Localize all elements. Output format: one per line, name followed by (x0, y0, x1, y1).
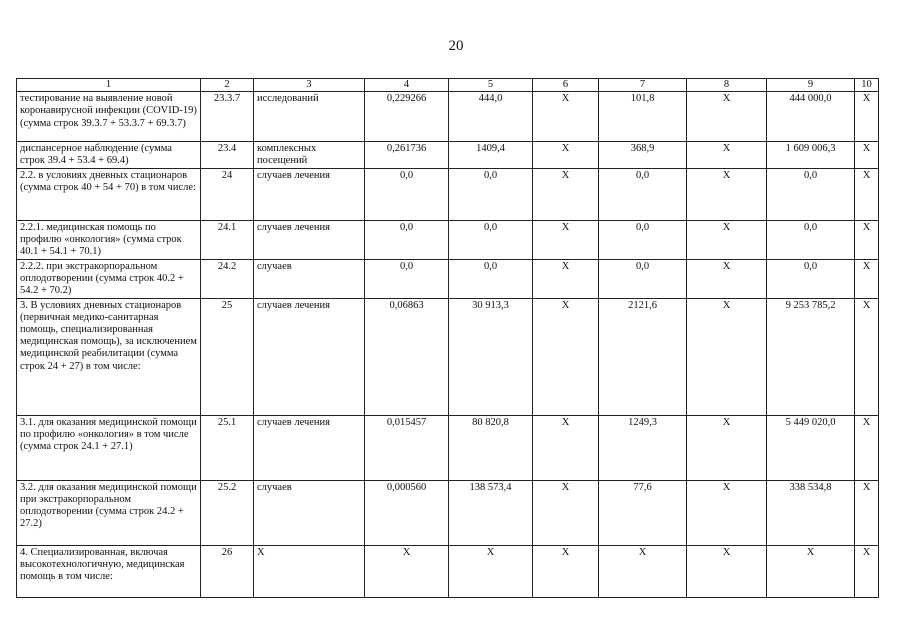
row-col7-cell: 2121,6 (599, 298, 687, 415)
row-unit-cell: исследований (254, 92, 365, 142)
header-cell: 5 (449, 79, 533, 92)
row-col9-cell: 9 253 785,2 (767, 298, 855, 415)
row-col9-cell: 0,0 (767, 259, 855, 298)
row-col7-cell: 0,0 (599, 168, 687, 220)
row-col6-cell: X (533, 142, 599, 168)
row-col9-cell: 5 449 020,0 (767, 415, 855, 480)
row-col4-cell: X (365, 545, 449, 597)
row-col10-cell: X (855, 259, 879, 298)
header-cell: 10 (855, 79, 879, 92)
row-unit-cell: случаев лечения (254, 298, 365, 415)
row-code-cell: 24.1 (201, 220, 254, 259)
row-col8-cell: X (687, 415, 767, 480)
row-col9-cell: 1 609 006,3 (767, 142, 855, 168)
header-cell: 1 (17, 79, 201, 92)
header-cell: 2 (201, 79, 254, 92)
row-col8-cell: X (687, 480, 767, 545)
row-code-cell: 24 (201, 168, 254, 220)
row-code-cell: 25.1 (201, 415, 254, 480)
row-col5-cell: 30 913,3 (449, 298, 533, 415)
row-col4-cell: 0,0 (365, 259, 449, 298)
row-col5-cell: 0,0 (449, 220, 533, 259)
table-row (17, 415, 879, 480)
row-col7-cell: 101,8 (599, 92, 687, 142)
row-col4-cell: 0,000560 (365, 480, 449, 545)
table-row (17, 168, 879, 220)
row-code-cell: 23.4 (201, 142, 254, 168)
row-col4-cell: 0,0 (365, 168, 449, 220)
row-col4-cell: 0,06863 (365, 298, 449, 415)
row-col8-cell: X (687, 220, 767, 259)
row-col6-cell: X (533, 168, 599, 220)
row-name-cell: 2.2. в условиях дневных стационаров (сумма строк 40 + 54 + 70) в том числе: (17, 168, 201, 220)
row-col5-cell: 1409,4 (449, 142, 533, 168)
row-col9-cell: 0,0 (767, 220, 855, 259)
row-col8-cell: X (687, 545, 767, 597)
row-col7-cell: 0,0 (599, 220, 687, 259)
row-col10-cell: X (855, 168, 879, 220)
row-col7-cell: 0,0 (599, 259, 687, 298)
row-col6-cell: X (533, 298, 599, 415)
row-col8-cell: X (687, 168, 767, 220)
table-row (17, 480, 879, 545)
row-col8-cell: X (687, 92, 767, 142)
row-col6-cell: X (533, 480, 599, 545)
row-col6-cell: X (533, 92, 599, 142)
row-col5-cell: 0,0 (449, 259, 533, 298)
row-col5-cell: 0,0 (449, 168, 533, 220)
data-table (16, 78, 879, 598)
table-row (17, 220, 879, 259)
table-row (17, 298, 879, 415)
row-col4-cell: 0,0 (365, 220, 449, 259)
row-name-cell: 4. Специализированная, включая высокотехнологичную, медицинская помощь в том числе: (17, 545, 201, 597)
row-col8-cell: X (687, 298, 767, 415)
table-row (17, 545, 879, 597)
row-col10-cell: X (855, 480, 879, 545)
row-col5-cell: 444,0 (449, 92, 533, 142)
row-col9-cell: 338 534,8 (767, 480, 855, 545)
header-cell: 7 (599, 79, 687, 92)
row-name-cell: 2.2.2. при экстракорпоральном оплодотворении (сумма строк 40.2 + 54.2 + 70.2) (17, 259, 201, 298)
row-col5-cell: 138 573,4 (449, 480, 533, 545)
table-row (17, 259, 879, 298)
row-col6-cell: X (533, 545, 599, 597)
row-unit-cell: X (254, 545, 365, 597)
row-code-cell: 25 (201, 298, 254, 415)
row-col7-cell: 368,9 (599, 142, 687, 168)
row-col9-cell: 0,0 (767, 168, 855, 220)
row-col7-cell: X (599, 545, 687, 597)
row-unit-cell: случаев (254, 259, 365, 298)
header-cell: 4 (365, 79, 449, 92)
header-cell: 8 (687, 79, 767, 92)
row-col9-cell: 444 000,0 (767, 92, 855, 142)
row-col10-cell: X (855, 298, 879, 415)
row-col10-cell: X (855, 142, 879, 168)
row-code-cell: 25.2 (201, 480, 254, 545)
header-row (17, 79, 879, 92)
row-name-cell: 3. В условиях дневных стационаров (первичная медико-санитарная помощь, специализированная медицинская помощь), за исключением медицинской реабилитации (сумма строк 24 + 27) в том числе: (17, 298, 201, 415)
header-cell: 9 (767, 79, 855, 92)
row-name-cell: тестирование на выявление новой коронавирусной инфекции (COVID-19) (сумма строк 39.3.7 + 53.3.7 + 69.3.7) (17, 92, 201, 142)
row-unit-cell: случаев (254, 480, 365, 545)
row-col6-cell: X (533, 259, 599, 298)
row-code-cell: 26 (201, 545, 254, 597)
row-name-cell: 2.2.1. медицинская помощь по профилю «онкология» (сумма строк 40.1 + 54.1 + 70.1) (17, 220, 201, 259)
row-name-cell: диспансерное наблюдение (сумма строк 39.4 + 53.4 + 69.4) (17, 142, 201, 168)
table-row (17, 142, 879, 168)
row-col8-cell: X (687, 259, 767, 298)
row-col7-cell: 77,6 (599, 480, 687, 545)
row-col4-cell: 0,015457 (365, 415, 449, 480)
row-col10-cell: X (855, 545, 879, 597)
row-col8-cell: X (687, 142, 767, 168)
row-unit-cell: случаев лечения (254, 168, 365, 220)
row-col9-cell: X (767, 545, 855, 597)
page-number: 20 (448, 38, 464, 54)
row-col4-cell: 0,261736 (365, 142, 449, 168)
row-col10-cell: X (855, 92, 879, 142)
row-code-cell: 24.2 (201, 259, 254, 298)
row-name-cell: 3.2. для оказания медицинской помощи при экстракорпоральном оплодотворении (сумма строк 24.2 + 27.2) (17, 480, 201, 545)
header-cell: 3 (254, 79, 365, 92)
row-col6-cell: X (533, 220, 599, 259)
row-col10-cell: X (855, 415, 879, 480)
row-col4-cell: 0,229266 (365, 92, 449, 142)
row-col5-cell: X (449, 545, 533, 597)
row-name-cell: 3.1. для оказания медицинской помощи по профилю «онкология» в том числе (сумма строк 24.1 + 27.1) (17, 415, 201, 480)
row-col10-cell: X (855, 220, 879, 259)
row-code-cell: 23.3.7 (201, 92, 254, 142)
row-unit-cell: комплексных посещений (254, 142, 365, 168)
table-row (17, 92, 879, 142)
header-cell: 6 (533, 79, 599, 92)
row-col6-cell: X (533, 415, 599, 480)
row-col5-cell: 80 820,8 (449, 415, 533, 480)
row-unit-cell: случаев лечения (254, 220, 365, 259)
row-col7-cell: 1249,3 (599, 415, 687, 480)
row-unit-cell: случаев лечения (254, 415, 365, 480)
